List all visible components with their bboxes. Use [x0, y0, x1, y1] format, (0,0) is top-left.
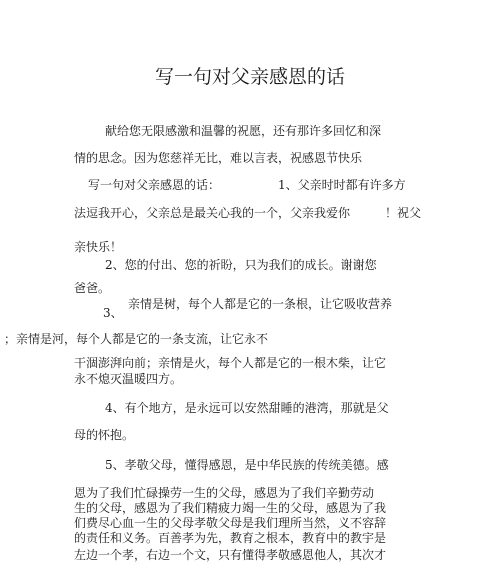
paragraph-line: 恩为了我们忙碌操劳一生的父母，感恩为了我们辛勤劳动: [74, 486, 375, 500]
paragraph-line: 情的思念。因为您慈祥无比，难以言表，祝感恩节快乐: [74, 151, 363, 165]
paragraph-line: 1、父亲时时都有许多方: [278, 178, 406, 192]
paragraph-line: 的责任和义务。百善孝为先，教育之根本，教育中的教宇是: [74, 531, 387, 545]
paragraph-line: 生的父母，感恩为了我们精疲力竭一生的父母，感恩为了我: [74, 501, 387, 515]
page-title: 写一句对父亲感恩的话: [154, 66, 345, 88]
paragraph-line: 永不熄灭温暖四方。: [74, 372, 183, 386]
paragraph-line: 写一句对父亲感恩的话：: [88, 178, 221, 192]
paragraph-line: 爸爸。: [74, 281, 111, 295]
paragraph-line: ！祝父: [385, 206, 422, 220]
paragraph-line: 献给您无限感激和温馨的祝愿，还有那许多回忆和深: [105, 124, 382, 138]
paragraph-line: 4、有个地方，是永远可以安然甜睡的港湾，那就是父: [105, 401, 389, 415]
paragraph-line: 亲快乐！: [74, 240, 123, 254]
paragraph-line: ；亲情是河，每个人都是它的一条支流，让它永不: [4, 332, 269, 346]
paragraph-line: 亲情是树，每个人都是它的一条根，让它吸收营养: [128, 297, 393, 311]
paragraph-line: 2、您的付出、您的祈盼，只为我们的成长。谢谢您: [105, 258, 377, 272]
paragraph-line: 母的怀抱。: [74, 428, 135, 442]
paragraph-line: 5、孝敬父母，懂得感恩，是中华民族的传统美德。感: [105, 458, 389, 472]
paragraph-line: 们费尽心血一生的父母孝敬父母是我们理所当然，义不容辞: [74, 516, 387, 530]
paragraph-line: 3、: [103, 306, 123, 320]
paragraph-line: 法逗我开心，父亲总是最关心我的一个，父亲我爱你: [74, 206, 351, 220]
paragraph-line: 左边一个孝，右边一个文，只有懂得孝敬感恩他人，其次才: [74, 548, 387, 562]
paragraph-line: 干涸澎湃向前；亲情是火，每个人都是它的一根木柴，让它: [74, 356, 387, 370]
